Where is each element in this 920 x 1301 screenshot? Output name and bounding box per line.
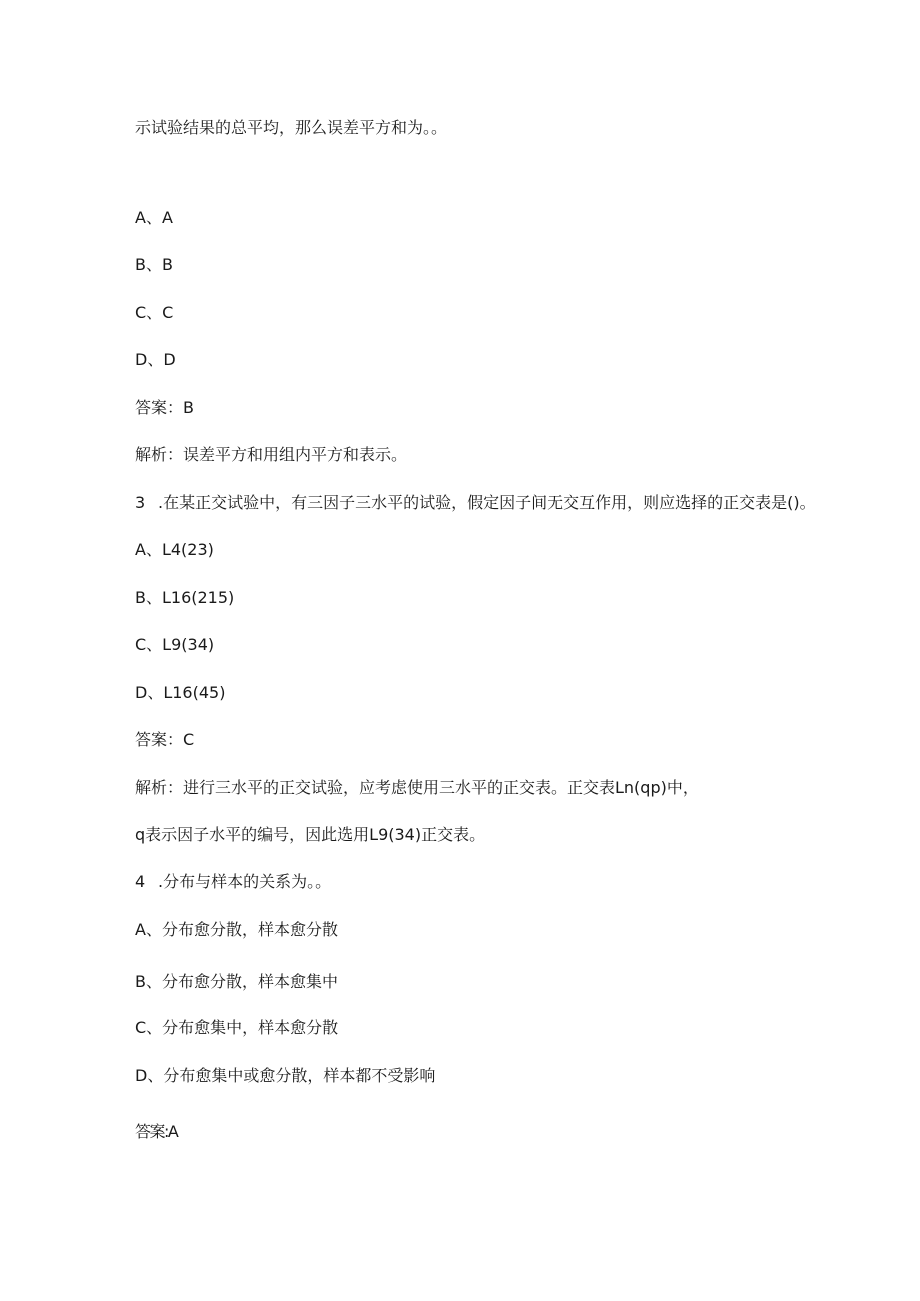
q3-option-c: C、L9(34): [135, 635, 215, 654]
q4-stem-row: [135, 872, 331, 892]
q2-option-a: A、A: [135, 208, 173, 227]
q2-option-b: B、B: [135, 255, 173, 274]
q3-answer: 答案：C: [135, 730, 195, 749]
q4-number: 4: [135, 872, 146, 891]
q3-option-d: D、L16(45): [135, 683, 226, 702]
q3-stem-row: [135, 493, 816, 513]
q3-option-b: B、L16(215): [135, 588, 235, 607]
q4-answer: 答案:A: [135, 1122, 178, 1141]
q2-option-d: D、D: [135, 350, 176, 369]
q4-option-d: D、分布愈集中或愈分散，样本都不受影响: [135, 1066, 436, 1085]
q2-analysis: 解析：误差平方和用组内平方和表示。: [135, 445, 408, 464]
q4-option-b: B、分布愈分散，样本愈集中: [135, 972, 338, 991]
q3-option-a: A、L4(23): [135, 540, 214, 559]
q4-stem: .分布与样本的关系为。。: [158, 872, 332, 891]
q3-stem: .在某正交试验中，有三因子三水平的试验，假定因子间无交互作用，则应选择的正交表是()。: [158, 493, 816, 512]
q2-stem-tail: 示试验结果的总平均，那么误差平方和为。。: [135, 118, 448, 137]
q3-analysis-line1: 解析：进行三水平的正交试验，应考虑使用三水平的正交表。正交表Ln(qp)中，: [135, 778, 699, 797]
q2-option-c: C、C: [135, 303, 174, 322]
q4-option-a: A、分布愈分散，样本愈分散: [135, 920, 338, 939]
q3-analysis-line2: q表示因子水平的编号，因此选用L9(34)正交表。: [135, 825, 486, 844]
q4-option-c: C、分布愈集中，样本愈分散: [135, 1018, 339, 1037]
q3-number: 3: [135, 493, 146, 512]
q2-answer: 答案：B: [135, 398, 194, 417]
